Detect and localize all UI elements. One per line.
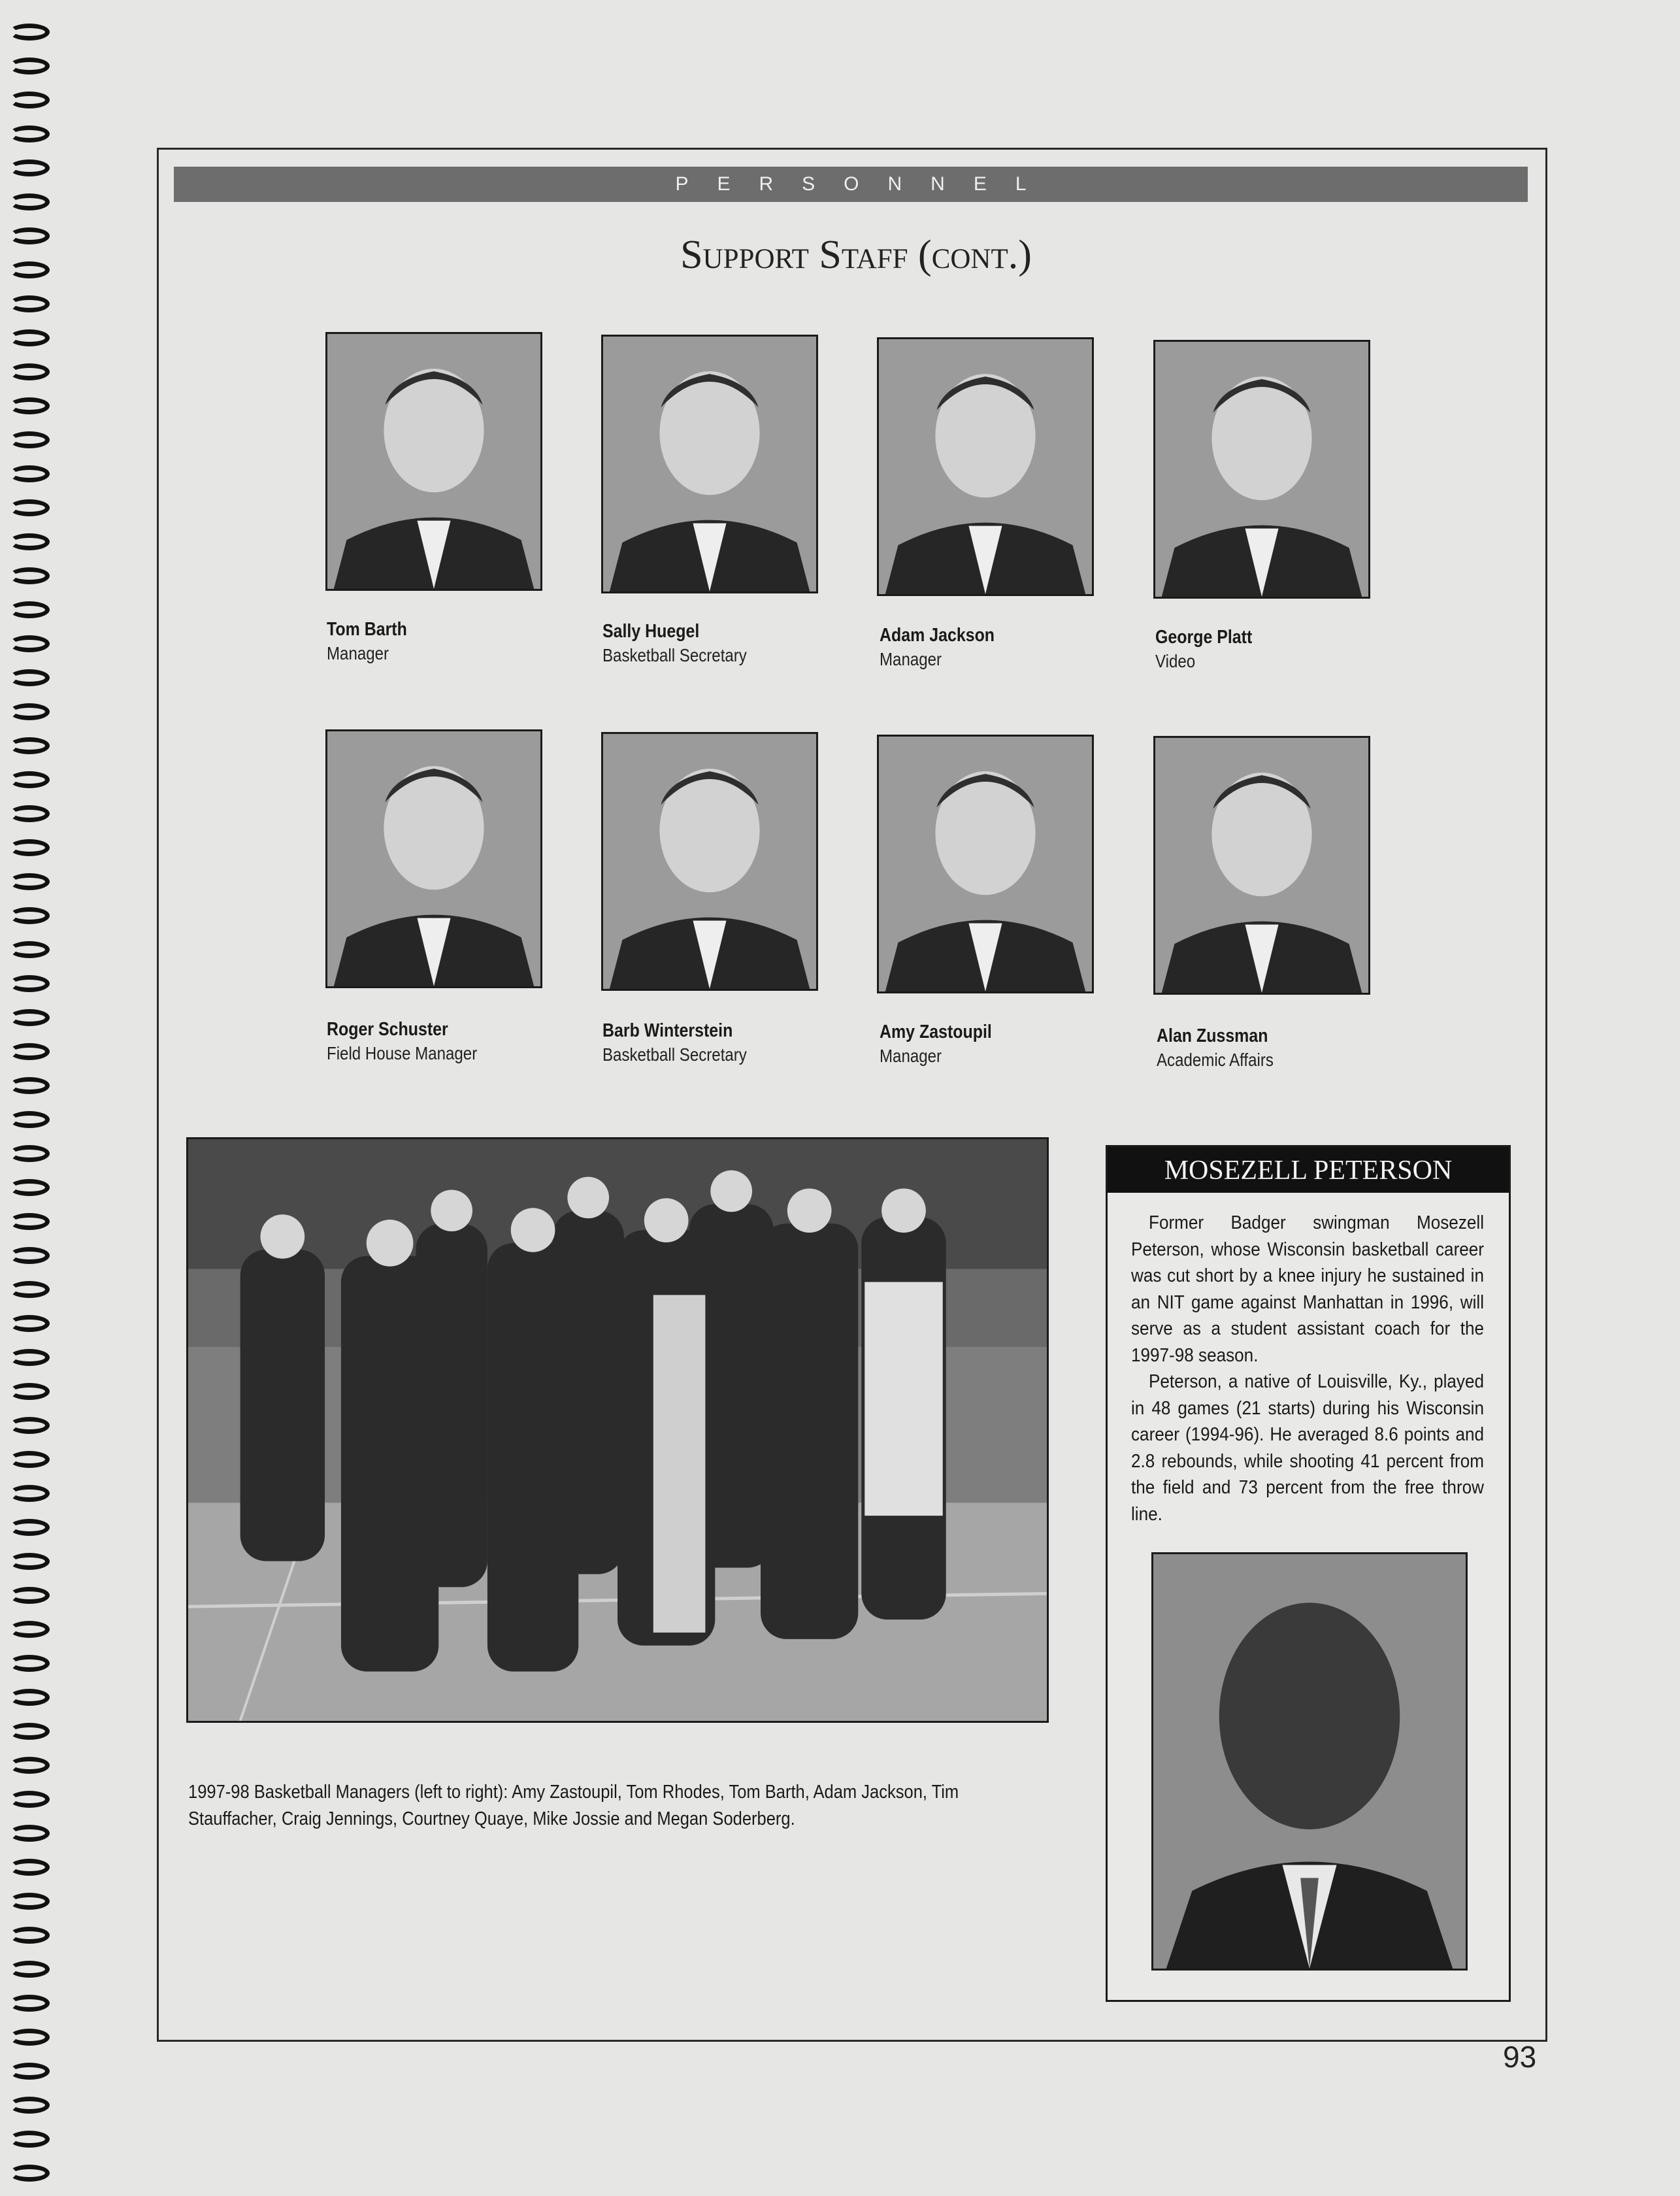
binding-ring	[9, 873, 50, 890]
binding-ring	[9, 1451, 50, 1468]
binding-ring	[9, 975, 50, 992]
binding-ring	[9, 1349, 50, 1366]
binding-ring	[9, 2063, 50, 2080]
staff-name: George Platt	[1155, 627, 1253, 648]
staff-caption	[327, 1017, 502, 1065]
mosezell-peterson-sidebar	[1106, 1145, 1511, 2002]
binding-ring	[9, 1893, 50, 1910]
staff-role: Manager	[880, 1046, 942, 1066]
binding-ring	[9, 1961, 50, 1978]
portrait-photo	[1153, 736, 1370, 995]
binding-ring	[9, 1485, 50, 1502]
staff-role: Manager	[327, 643, 389, 663]
binding-ring	[9, 1315, 50, 1332]
portrait-photo	[877, 337, 1094, 596]
binding-ring	[9, 24, 50, 41]
staff-caption	[327, 617, 420, 665]
binding-ring	[9, 1247, 50, 1264]
binding-ring	[9, 1825, 50, 1842]
binding-ring	[9, 635, 50, 652]
binding-ring	[9, 839, 50, 856]
binding-ring	[9, 805, 50, 822]
staff-name: Adam Jackson	[880, 625, 995, 646]
binding-ring	[9, 1587, 50, 1604]
binding-ring	[9, 295, 50, 312]
portrait-photo	[1153, 340, 1370, 599]
binding-ring	[9, 2029, 50, 2046]
binding-ring	[9, 941, 50, 958]
staff-name: Roger Schuster	[327, 1019, 448, 1040]
staff-caption	[1155, 625, 1268, 673]
staff-caption	[880, 623, 1013, 671]
binding-ring	[9, 2131, 50, 2148]
binding-ring	[9, 1111, 50, 1128]
binding-ring	[9, 737, 50, 754]
group-photo	[186, 1137, 1049, 1723]
binding-ring	[9, 1281, 50, 1298]
staff-caption	[602, 1018, 770, 1067]
binding-ring	[9, 1791, 50, 1808]
binding-ring	[9, 1757, 50, 1774]
binding-ring	[9, 1723, 50, 1740]
binding-ring	[9, 193, 50, 210]
binding-ring	[9, 533, 50, 550]
portrait-photo	[601, 335, 818, 593]
staff-caption	[880, 1020, 1010, 1068]
binding-ring	[9, 1043, 50, 1060]
staff-name: Sally Huegel	[602, 621, 700, 642]
binding-ring	[9, 329, 50, 346]
binding-ring	[9, 1859, 50, 1876]
peterson-photo	[1151, 1552, 1468, 1971]
binding-ring	[9, 1383, 50, 1400]
binding-ring	[9, 159, 50, 176]
spiral-binding	[0, 0, 72, 2196]
staff-role: Field House Manager	[327, 1043, 478, 1063]
binding-ring	[9, 1995, 50, 2012]
binding-ring	[9, 1077, 50, 1094]
binding-ring	[9, 1213, 50, 1230]
binding-ring	[9, 1519, 50, 1536]
section-banner: PERSONNEL	[174, 167, 1528, 202]
staff-role: Basketball Secretary	[602, 645, 747, 665]
binding-ring	[9, 771, 50, 788]
staff-role: Manager	[880, 649, 942, 669]
staff-role: Basketball Secretary	[602, 1044, 747, 1065]
page-title: Support Staff (cont.)	[680, 233, 1032, 277]
binding-ring	[9, 2165, 50, 2182]
binding-ring	[9, 465, 50, 482]
binding-ring	[9, 397, 50, 414]
binding-ring	[9, 499, 50, 516]
binding-ring	[9, 1179, 50, 1196]
sidebar-body	[1108, 1193, 1509, 1527]
binding-ring	[9, 1927, 50, 1944]
staff-name: Amy Zastoupil	[880, 1022, 992, 1042]
binding-ring	[9, 1553, 50, 1570]
staff-name: Barb Winterstein	[602, 1020, 733, 1041]
binding-ring	[9, 1621, 50, 1638]
binding-ring	[9, 1009, 50, 1026]
binding-ring	[9, 92, 50, 108]
binding-ring	[9, 125, 50, 142]
binding-ring	[9, 431, 50, 448]
staff-name: Tom Barth	[327, 619, 407, 640]
binding-ring	[9, 567, 50, 584]
binding-ring	[9, 669, 50, 686]
portrait-photo	[601, 732, 818, 991]
staff-role: Academic Affairs	[1157, 1050, 1274, 1070]
binding-ring	[9, 363, 50, 380]
sidebar-paragraph: Former Badger swingman Mosezell Peterson, whose Wisconsin basketball career was cut short by a knee injury he sustained in an NIT game against Manhattan in 1996, will serve as a student assistant coach for the 1997-98 season.	[1131, 1212, 1484, 1366]
staff-name: Alan Zussman	[1157, 1025, 1268, 1046]
binding-ring	[9, 907, 50, 924]
sidebar-heading: MOSEZELL PETERSON	[1108, 1147, 1509, 1193]
binding-ring	[9, 1145, 50, 1162]
binding-ring	[9, 703, 50, 720]
portrait-photo	[877, 735, 1094, 993]
binding-ring	[9, 601, 50, 618]
binding-ring	[9, 1655, 50, 1672]
group-photo-caption: 1997-98 Basketball Managers (left to right): Amy Zastoupil, Tom Rhodes, Tom Barth, Adam Jackson, Tim Stauffacher, Craig Jennings, Courtney Quaye, Mike Jossie and Megan Soderberg.	[188, 1782, 959, 1829]
sidebar-paragraph: Peterson, a native of Louisville, Ky., played in 48 games (21 starts) during his Wisconsin career (1994-96). He averaged 8.6 points and 2.8 rebounds, while shooting 41 percent from the field and 73 percent from the free throw line.	[1131, 1371, 1484, 1525]
staff-caption	[602, 619, 770, 667]
binding-ring	[9, 58, 50, 75]
staff-role: Video	[1155, 651, 1196, 671]
page-number: 93	[1503, 2040, 1537, 2074]
binding-ring	[9, 1689, 50, 1706]
binding-ring	[9, 1417, 50, 1434]
portrait-photo	[325, 332, 542, 591]
portrait-photo	[325, 729, 542, 988]
binding-ring	[9, 261, 50, 278]
binding-ring	[9, 2097, 50, 2114]
staff-caption	[1157, 1023, 1293, 1072]
binding-ring	[9, 227, 50, 244]
